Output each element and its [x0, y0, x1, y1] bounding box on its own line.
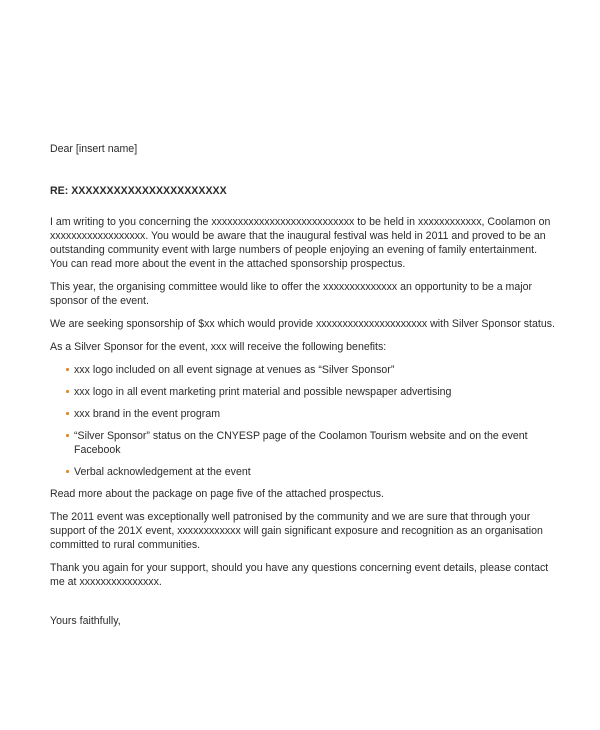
- subject-line: RE: XXXXXXXXXXXXXXXXXXXXXX: [50, 185, 227, 197]
- benefit-item: [50, 385, 555, 399]
- bullet-icon: [66, 434, 69, 437]
- benefit-text: “Silver Sponsor” status on the CNYESP page of the Coolamon Tourism website and on the event Facebook: [74, 430, 528, 456]
- benefit-item: [50, 363, 555, 377]
- paragraph-seeking: We are seeking sponsorship of $xx which would provide xxxxxxxxxxxxxxxxxxxxx with Silver Sponsor status.: [50, 318, 555, 330]
- bullet-icon: [66, 368, 69, 371]
- benefit-item: [50, 407, 555, 421]
- letter-body: [50, 142, 555, 628]
- paragraph-benefits-intro: As a Silver Sponsor for the event, xxx will receive the following benefits:: [50, 341, 387, 353]
- benefit-text: Verbal acknowledgement at the event: [74, 466, 251, 478]
- bullet-icon: [66, 390, 69, 393]
- benefit-text: xxx logo included on all event signage at venues as “Silver Sponsor”: [74, 364, 395, 376]
- paragraph-offer: This year, the organising committee would like to offer the xxxxxxxxxxxxxx an opportunity to be a major sponsor of the event.: [50, 281, 533, 307]
- bullet-icon: [66, 412, 69, 415]
- benefit-text: xxx logo in all event marketing print material and possible newspaper advertising: [74, 386, 452, 398]
- benefit-text: xxx brand in the event program: [74, 408, 221, 420]
- benefit-item: [50, 429, 555, 457]
- benefits-list: [50, 363, 555, 479]
- paragraph-thanks: Thank you again for your support, should you have any questions concerning event details, please contact me at xxxxxxxxxxxxxxx.: [50, 562, 549, 588]
- benefit-item: [50, 465, 555, 479]
- paragraph-read-more: Read more about the package on page five of the attached prospectus.: [50, 488, 384, 500]
- signoff: Yours faithfully,: [50, 615, 121, 627]
- bullet-icon: [66, 470, 69, 473]
- paragraph-intro: I am writing to you concerning the xxxxxxxxxxxxxxxxxxxxxxxxxxx to be held in xxxxxxxxxxxx, Coolamon on xxxxxxxxxxxxxxxxxx. You would be aware that the inaugural festival was held in 2011 and proved to be an outstanding community event with large numbers of people enjoying an evening of family entertainment. You can read more about the event in the attached sponsorship prospectus.: [50, 216, 551, 270]
- paragraph-2011-event: The 2011 event was exceptionally well patronised by the community and we are sure that through your support of the 201X event, xxxxxxxxxxxx will gain significant exposure and recognition as an organisation committed to rural communities.: [50, 511, 543, 551]
- salutation: Dear [insert name]: [50, 143, 138, 155]
